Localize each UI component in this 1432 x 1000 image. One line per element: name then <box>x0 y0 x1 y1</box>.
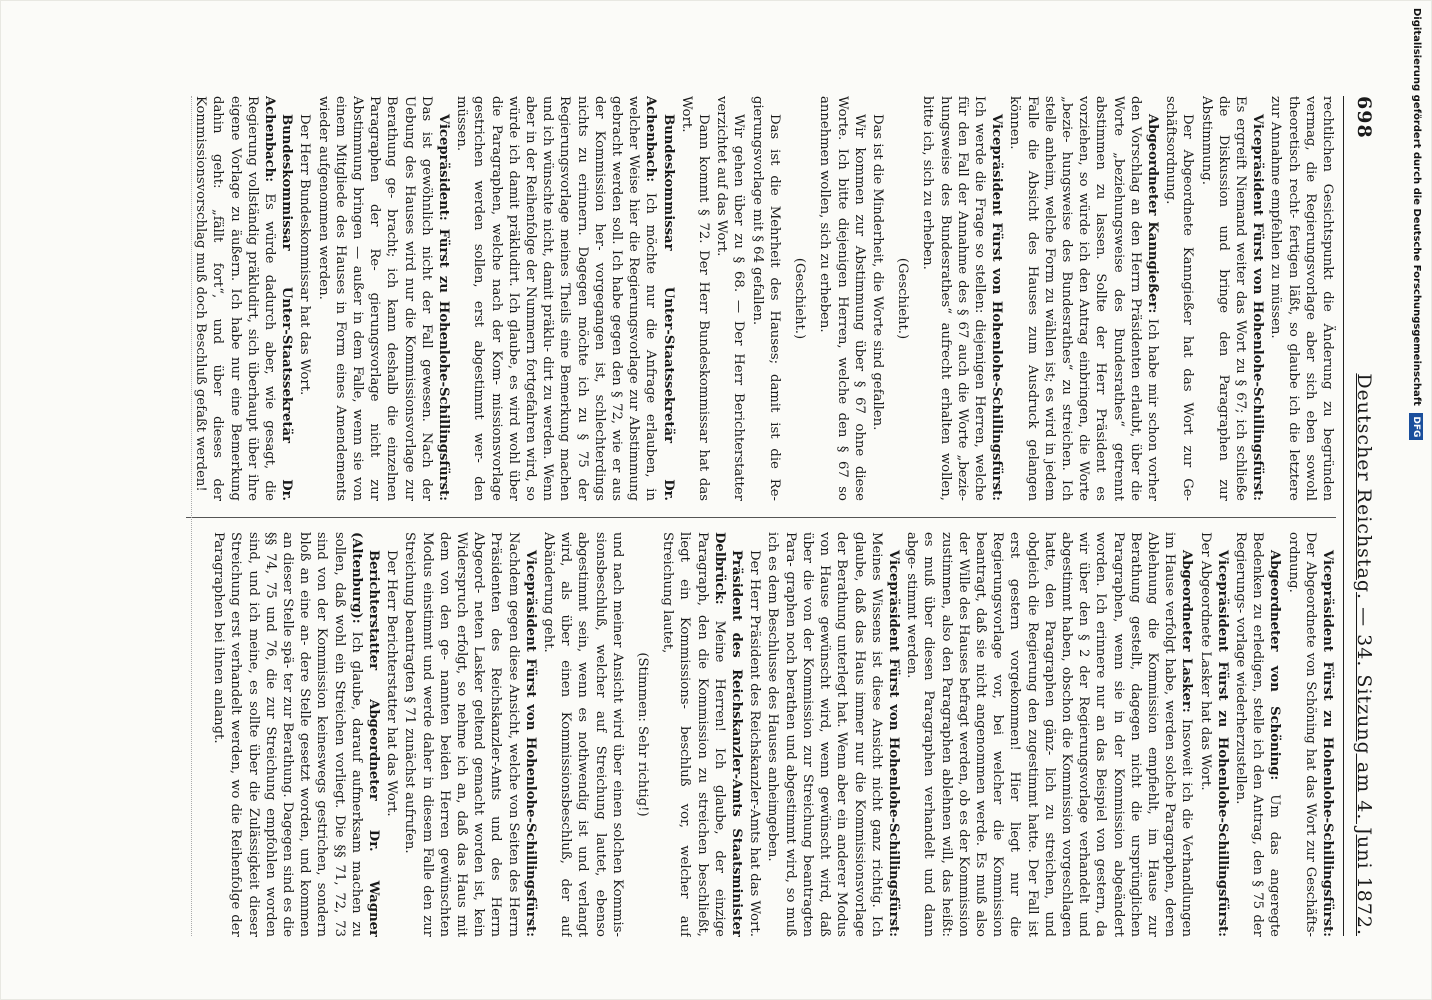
paragraph <box>903 532 1195 937</box>
speaker-name: Vicepräsident Fürst von Hohenlohe-Schillingsfürst: <box>885 550 901 937</box>
paragraph <box>1267 96 1336 501</box>
page-title: Deutscher Reichstag. — 34. Sitzung am 4. Juni 1872. <box>1353 373 1375 936</box>
paragraph-text: Der Herr Präsident des Reichskanzler-Amts hat das Wort. <box>747 550 763 937</box>
paragraph <box>453 96 677 501</box>
speaker-name: Vicepräsident Fürst von Hohenlohe-Schillingsfürst: <box>989 114 1005 501</box>
speaker-name: Bundeskommissar Unter-Staatssekretär Dr. Achenbach: <box>643 96 676 501</box>
paragraph-text: Das ist gewöhnlich nicht der Fall gewesen. Nach der Uebung des Hauses wird nur die Kommissionsvorlage zur Berathung ge- bracht; ich kann deshalb die einzelnen Paragraphen der Re- gierungsvorlage nicht zur Abstimmung bringen — außer in dem Falle, wenn sie von einem Mitgliede des Hauses in Form eines Amendements wieder aufgenommen werden. <box>315 96 434 501</box>
paragraph-text: Der Abgeordnete von Schöning hat das Wort zur Geschäfts- ordnung. <box>1285 532 1318 937</box>
paragraph-text: Ich glaube, darauf aufmerksam machen zu sollen, daß wohl ein Streichen vorliegt. Die §§ 71, 72, 73 sind von der Kommission keineswegs gestrichen, sondern bloß an eine an- dere Stelle gesetzt worden, und kommen an dieser Stelle spä- ter zur Berathung. Dagegen sind es die §§ 74, 75 und 76, die zur Streichung empfohlen worden sind, und ich meine, es sollte über die Zulässigkeit dieser Streichung erst verhandelt werden, wo die Reihenfolge der Paragraphen bei ihnen anlangt. <box>211 532 364 937</box>
paragraph-text: Wir gehen über zu § 68. — Der Herr Berichterstatter verzichtet auf das Wort. <box>714 96 747 501</box>
page-number: 698 <box>1353 96 1375 139</box>
paragraph <box>749 96 783 501</box>
left-text-column <box>186 96 1336 501</box>
paragraph <box>1196 532 1230 937</box>
paragraph <box>1006 96 1161 501</box>
paragraph <box>1162 96 1196 501</box>
speaker-name: Vicepräsident Fürst zu Hohenlohe-Schillingsfürst: <box>1214 550 1230 937</box>
paragraph-text: Es würde dadurch aber, wie gesagt, die Regierung vollständig präkludirt, sich überhaupt über ihre eigene Vorlage zu äußern. Ich habe nur eine Bemerkung dahin geht: „fällt fort“, und über dieses der Kommissionsvorschlag muß doch Beschluß gefaßt werden! <box>193 96 278 501</box>
paragraph-text: Ich habe mir schon vorher den Vorschlag an den Herrn Präsidenten erlaubt, über die Worte „beziehungsweise des Bundesrathes“ getrennt abstimmen zu lassen. Sollte der Herr Präsident es vorziehen, so würde ich den Antrag einbringen, die Worte „bezie- hungsweise des Bundesrathes“ zu streichen. Ich stelle anheim, welche Form zu wählen ist; es wird in jedem Falle die Absicht des Hauses zum Ausdruck gelangen können. <box>1007 96 1160 501</box>
right-text-column <box>186 532 1336 937</box>
paragraph-text: Es ergreift Niemand weiter das Wort zu § 67; ich schließe die Diskussion und bringe den Paragraphen zur Abstimmung. <box>1198 96 1248 501</box>
speaker-name: Abgeordneter Kanngießer: <box>1144 114 1160 314</box>
paragraph-text: Dann kommt § 72. Der Herr Bundeskommissar hat das Wort. <box>678 96 712 501</box>
page-header <box>1343 96 1384 936</box>
stage-direction <box>894 96 911 501</box>
paragraph-text: Ich möchte nur die Anfrage erlauben, in welcher Weise hier die Regierungsvorlage zur Abstimmung gebracht werden soll. Ich habe gegen den § 72, wie er aus der Kommission her- vorgegangen ist, schlechterdings nichts zu erinnern. Dagegen möchte ich zu § 75 der Regierungsvorlage meines Theils eine Bemerkung machen und ich wünschte nicht, damit präklu- dirt zu werden. Wenn aber in der Reihenfolge der Nummern fortgefahren wird, so würde ich damit präkludirt. Ich glaube, es wird wohl über die Paragraphen, welche nach der Kom- missionsvorlage gestrichen werden sollen, erst abgestimmt wer- den müssen. <box>454 96 659 501</box>
paragraph <box>678 96 712 501</box>
paragraph <box>869 96 886 501</box>
speaker-name: Abgeordneter von Schöning: <box>1267 550 1283 781</box>
page-footer-rule <box>177 96 192 936</box>
column-divider <box>186 517 1336 518</box>
paragraph-text: Meine Herren! Ich glaube, der einzige Paragraph, den die Kommission zu streichen beschließt, liegt ein Kommissions- beschluß vor, welcher auf Streichung lautet, <box>660 532 727 937</box>
paragraph-text: Meines Wissens ist diese Ansicht nicht ganz richtig. Ich glaube, daß das Haus immer nur die Kommissionsvorlage der Berathung unterlegt hat. Wenn aber ein anderer Modus von Hause gewünscht wird, wenn gewünscht wird, daß über die von der Kommission zur Streichung beantragten Para- graphen noch berathen und abgestimmt wird, so muß ich es dem Beschlusse des Hauses anheimgeben. <box>765 532 884 937</box>
speaker-name: Vicepräsident Fürst von Hohenlohe-Schillingsfürst: <box>1250 114 1266 501</box>
paragraph <box>192 96 295 501</box>
paragraph <box>540 532 626 937</box>
speaker-name: Präsident des Reichskanzler-Amts Staatsminister Delbrück: <box>711 532 745 937</box>
paragraph-text: Der Herr Berichterstatter hat das Wort. <box>384 550 400 817</box>
paragraph <box>1232 532 1284 937</box>
paragraph <box>919 96 1005 501</box>
paragraph <box>713 96 747 501</box>
paragraph-text: Nachdem gegen diese Ansicht, welche von Seiten des Herrn Präsidenten des Reichskanzler-Amts und des Herrn Abgeord- neten Lasker geltend gemacht worden ist, kein Widerspruch erfolgt, so nehme ich an, daß das Haus mit dem von den ge- nannten beiden Herren gewünschten Modus einstimmt und werde daher in diesem Falle den zur Streichung beantragten § 71 zunächst aufrufen. <box>402 532 521 937</box>
paragraph <box>659 532 745 937</box>
paragraph <box>816 96 868 501</box>
speaker-name: Abgeordneter Lasker: <box>1179 550 1195 713</box>
paragraph <box>210 532 382 937</box>
dfg-logo: DFG <box>1409 413 1423 440</box>
paragraph-text: Wir kommen zur Abstimmung über § 67 ohne diese Worte. Ich bitte diejenigen Herren, welche den § 67 so annehmen wollen, sich zu erheben. <box>817 96 867 501</box>
stamp-text: Digitalisierung gefördert durch die Deutsche Forschungsgemeinschaft <box>1411 8 1422 406</box>
paragraph-text: Insoweit ich die Verhandlungen im Hause verfolgt habe, werden solche Paragraphen, deren Ablehnung die Kommission empfiehlt, im Hause zur Berathung gestellt, dagegen nicht die ursprünglichen Paragraphen, wenn sie in der Kommission abgeändert worden. Ich erinnere nur an das Beispiel von gestern, da wir über den § 2 der Regierungsvorlage verhandelt und abgestimmt haben, obschon die Kommission vorgeschlagen hatte, den Paragraphen gänz- lich zu streichen, und obgleich die Regierung den zugestimmt hatte. Der Fall ist erst gestern vorgekommen! Hier liegt nur die Regierungsvorlage vor, bei welcher die Kommission beantragt, daß sie nicht angenommen werde. Es muß also der Wille des Hauses befragt werden, ob es der Kommission zustimmen, also den Paragraphen ablehnen will, das heißt: es muß über diesen Paragraphen verhandelt und dann abge- stimmt werden. <box>904 532 1195 937</box>
paragraph <box>1284 532 1336 937</box>
stage-direction <box>634 532 651 937</box>
paragraph-text: Um das angeregte Bedenken zu erledigen, stelle ich den Antrag, den § 75 der Regierungs- vorlage wiederherzustellen. <box>1232 532 1283 937</box>
speaker-name: Bundeskommissar Unter-Staatssekretär Dr. Achenbach: <box>262 96 295 501</box>
paragraph-text: Das ist die Minderheit, die Worte sind gefallen. <box>869 114 885 431</box>
paragraph-text: Ich werde die Frage so stellen: diejenigen Herren, welche für den Fall der Annahme des § 67 auch die Worte „bezie- hungsweise des Bundesrathes“ aufrecht erhalten wollen, bitte ich, sich zu erheben. <box>920 96 987 501</box>
paragraph <box>1197 96 1266 501</box>
paragraph <box>764 532 902 937</box>
paragraph-text: (Geschieht.) <box>792 257 808 340</box>
paragraph <box>746 532 763 937</box>
paragraph <box>296 96 313 501</box>
paragraph-text: (Stimmen: Sehr richtig!) <box>635 652 651 817</box>
speaker-name: Vicepräsident Fürst zu Hohenlohe-Schillingsfürst: <box>1320 550 1335 937</box>
speaker-name: Vicepräsident Fürst von Hohenlohe-Schillingsfürst: <box>522 550 538 937</box>
paragraph <box>314 96 452 501</box>
dfg-stamp <box>1405 8 1427 608</box>
paragraph-text: (Geschieht.) <box>895 257 911 340</box>
paragraph <box>401 532 539 937</box>
paragraph-text: und nach meiner Ansicht wird über einen solchen Kommis- sionsbeschluß, welcher auf Streichung lautet, ebenso abgestimmt sein, wenn es nothwendig ist und verlangt wird, als über einen Kommissionsbeschluß, der auf Abänderung geht. <box>541 532 625 937</box>
stage-direction <box>791 96 808 501</box>
speaker-name: Berichterstatter Abgeordneter Dr. Wagner (Altenburg): <box>348 532 382 937</box>
paragraph <box>383 532 400 937</box>
paragraph-text: Das ist die Mehrheit des Hauses; damit ist die Re- gierungsvorlage mit § 64 gefallen. <box>749 96 782 501</box>
paragraph-text: rechtlichen Gesichtspunkt die Änderung zu begründen vermag, die Regierungsvorlage aber sich eben sowohl theoretisch recht- fertigen läßt, so glaube ich die letztere zur Annahme empfehlen zu müssen. <box>1268 96 1335 501</box>
paragraph-text: Der Abgeordnete Kanngießer hat das Wort zur Ge- schäftsordnung. <box>1163 96 1196 501</box>
paragraph-text: Der Abgeordnete Lasker hat das Wort. <box>1197 532 1213 791</box>
speaker-name: Vicepräsident: Fürst zu Hohenlohe-Schillingsfürst: <box>436 114 452 501</box>
paragraph-text: Der Herr Bundeskommissar hat das Wort. <box>297 114 313 396</box>
